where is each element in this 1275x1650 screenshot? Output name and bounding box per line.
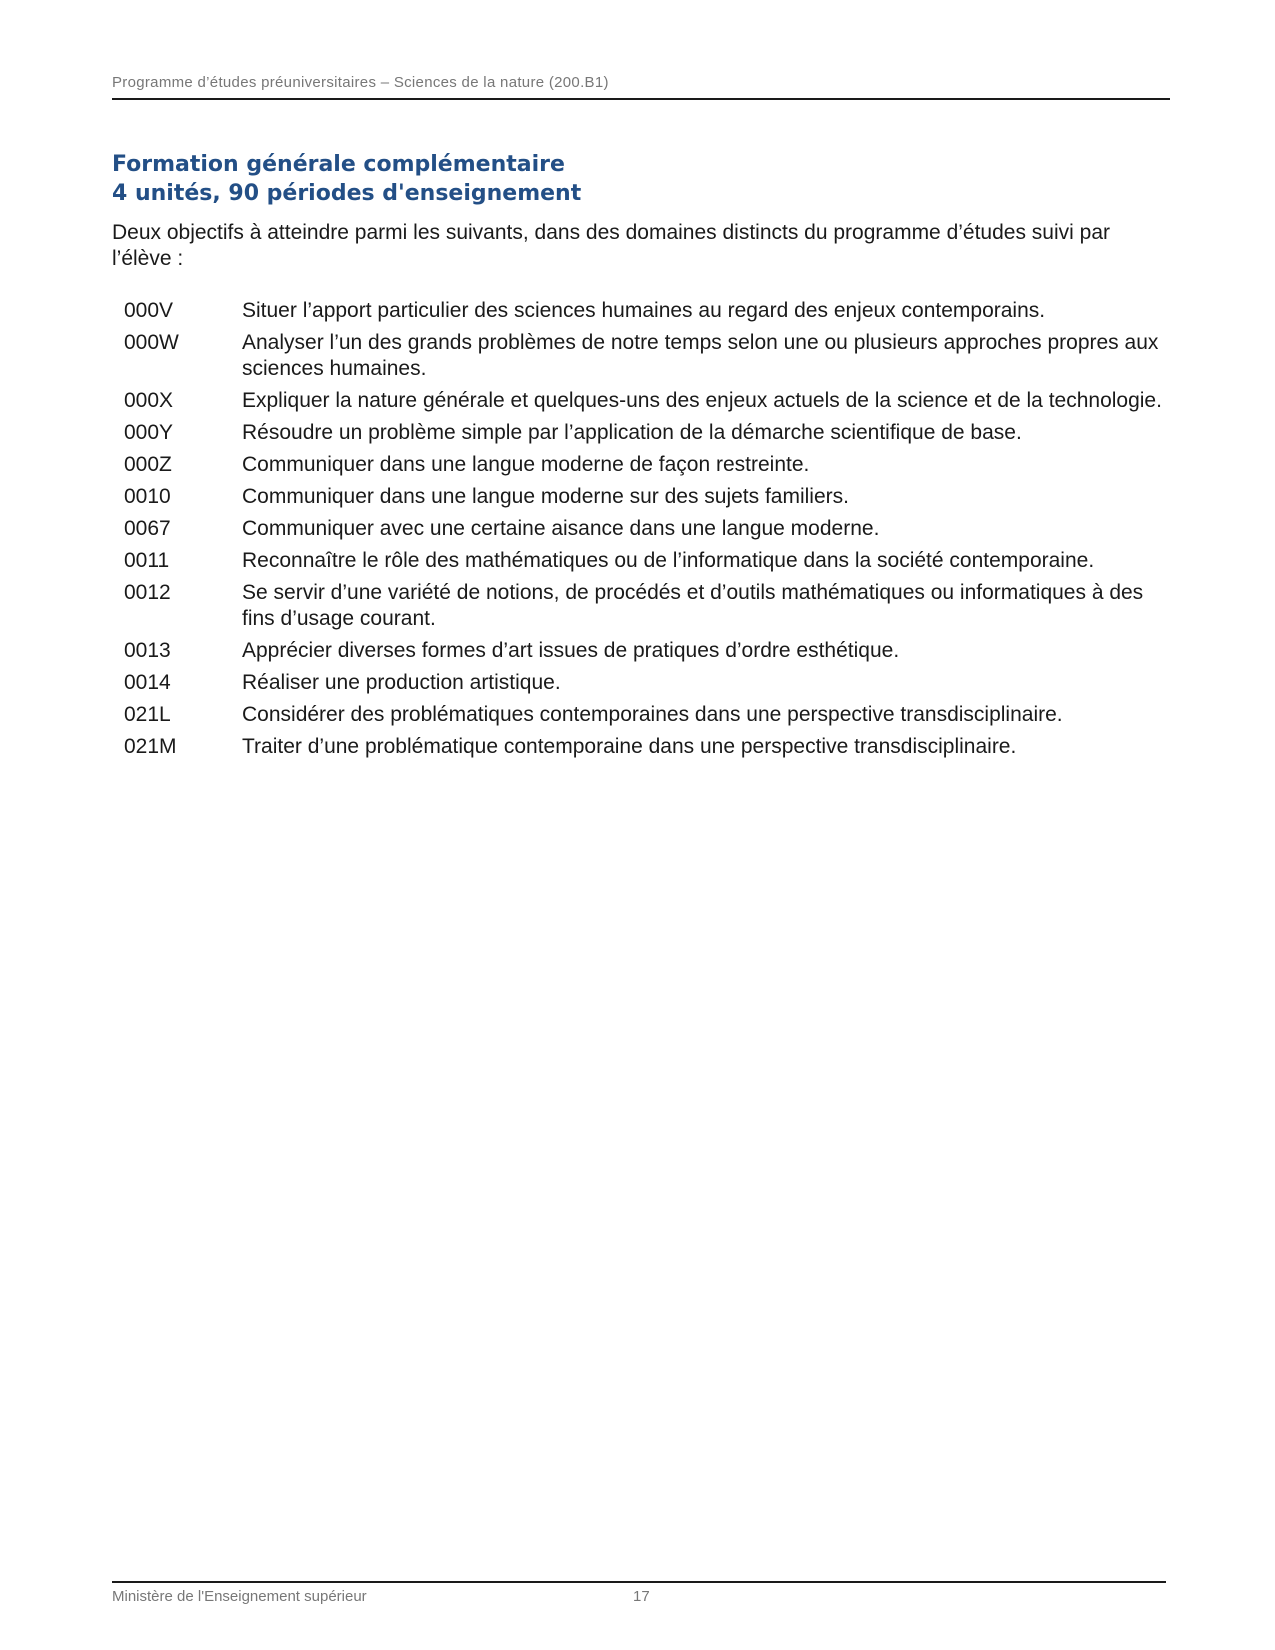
objective-item: [112, 702, 1174, 728]
objectives-list: [112, 298, 1174, 766]
objective-text: Traiter d’une problématique contemporaine dans une perspective transdisciplinaire.: [242, 735, 1017, 758]
objective-text: Résoudre un problème simple par l’application de la démarche scientifique de base.: [242, 421, 1022, 444]
page-number: 17: [633, 1588, 650, 1605]
section-title-line1: Formation générale complémentaire: [112, 152, 565, 177]
objective-item: [112, 452, 1174, 478]
objective-code: 021L: [124, 703, 171, 726]
objective-code: 0010: [124, 485, 171, 508]
objective-code: 000W: [124, 331, 179, 354]
objective-item: [112, 670, 1174, 696]
section-title: [112, 150, 581, 208]
objective-code: 000Y: [124, 421, 174, 444]
objective-item: [112, 484, 1174, 510]
objective-text: Expliquer la nature générale et quelques-uns des enjeux actuels de la science et de la technologie.: [242, 389, 1162, 412]
objective-item: [112, 734, 1174, 760]
objective-text: Se servir d’une variété de notions, de procédés et d’outils mathématiques ou informatiques à des fins d’usage courant.: [242, 581, 1144, 630]
objective-code: 0014: [124, 671, 171, 694]
objective-text: Communiquer avec une certaine aisance dans une langue moderne.: [242, 517, 880, 540]
objective-text: Communiquer dans une langue moderne sur des sujets familiers.: [242, 485, 849, 508]
objective-code: 000Z: [124, 453, 172, 476]
objective-item: [112, 580, 1174, 632]
objective-code: 0013: [124, 639, 171, 662]
objective-code: 000X: [124, 389, 174, 412]
objective-item: [112, 298, 1174, 324]
objective-text: Communiquer dans une langue moderne de façon restreinte.: [242, 453, 810, 476]
objective-code: 0067: [124, 517, 171, 540]
objective-text: Analyser l’un des grands problèmes de notre temps selon une ou plusieurs approches propres aux sciences humaines.: [242, 331, 1159, 380]
footer-organization: Ministère de l'Enseignement supérieur: [112, 1588, 367, 1605]
objective-code: 0012: [124, 581, 171, 604]
objective-item: [112, 548, 1174, 574]
page-footer: [112, 1581, 1166, 1613]
objective-text: Réaliser une production artistique.: [242, 671, 561, 694]
page-header: [112, 74, 1170, 100]
objective-text: Apprécier diverses formes d’art issues de pratiques d’ordre esthétique.: [242, 639, 900, 662]
objective-item: [112, 388, 1174, 414]
section-title-line2: 4 unités, 90 périodes d'enseignement: [112, 181, 582, 206]
objective-text: Situer l’apport particulier des sciences humaines au regard des enjeux contemporains.: [242, 299, 1046, 322]
objective-item: [112, 638, 1174, 664]
objective-item: [112, 420, 1174, 446]
objective-code: 021M: [124, 735, 177, 758]
objective-code: 000V: [124, 299, 174, 322]
objective-code: 0011: [124, 549, 170, 572]
objective-text: Considérer des problématiques contemporaines dans une perspective transdisciplinaire.: [242, 703, 1063, 726]
intro-paragraph: Deux objectifs à atteindre parmi les suivants, dans des domaines distincts du programme d’études suivi par l’élève :: [112, 221, 1111, 270]
running-title: Programme d’études préuniversitaires – Sciences de la nature (200.B1): [112, 74, 609, 91]
objective-text: Reconnaître le rôle des mathématiques ou de l’informatique dans la société contemporaine.: [242, 549, 1095, 572]
objective-item: [112, 516, 1174, 542]
objective-item: [112, 330, 1174, 382]
